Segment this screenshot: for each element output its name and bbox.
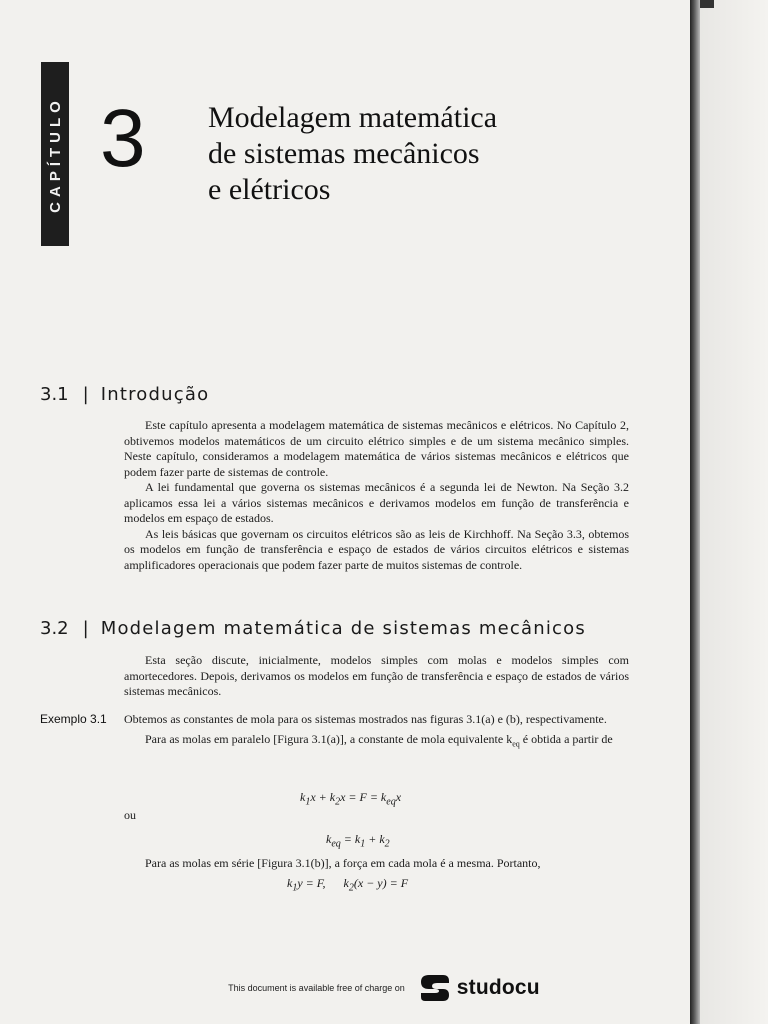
footer-note: This document is available free of charge on xyxy=(228,983,405,993)
studocu-brand[interactable]: studocu xyxy=(456,976,540,999)
section-number: 3.2 xyxy=(40,618,69,639)
page-margin xyxy=(700,0,768,1024)
intro-text xyxy=(124,418,629,573)
edge-mark xyxy=(700,0,714,8)
example-text-part: é obtida a partir de xyxy=(519,731,613,746)
equation-series: $k_1y = F$, $k_2(x - y) = F$ xyxy=(287,876,409,894)
example-text xyxy=(124,712,629,751)
paragraph: Esta seção discute, inicialmente, modelos simples com molas e modelos simples com amortecedores. Depois, derivamos os modelos em função de transferência e espaço de estados de vários sistemas mecânicos. xyxy=(124,653,629,698)
example-line: Para as molas em série [Figura 3.1(b)], a força em cada mola é a mesma. Portanto, xyxy=(145,856,541,870)
series-text xyxy=(124,856,629,872)
paragraph: As leis básicas que governam os circuitos elétricos são as leis de Kirchhoff. Na Seção 3.3, obtemos os modelos em função de transferência e espaço de estados de vários circuitos elétricos e sistemas amplificadores operacionais que podem fazer parte de muitos sistemas de controle. xyxy=(124,526,629,572)
chapter-title xyxy=(208,100,588,208)
section-title: Introdução xyxy=(100,384,210,405)
section-number: 3.1 xyxy=(40,384,69,405)
section-heading-introducao xyxy=(40,384,209,405)
paragraph: Este capítulo apresenta a modelagem matemática de sistemas mecânicos e elétricos. No Capítulo 2, obtivemos modelos matemáticos de um circuito elétrico simples e de um sistema mecânico simples. Neste capítulo, consideramos a modelagem matemática de vários sistemas mecânicos e elétricos que podem fazer parte de sistemas de controle. xyxy=(124,418,629,479)
subscript: eq xyxy=(512,738,520,748)
equation-parallel: $k_1x + k_2x = F = k_{eq}x$ xyxy=(300,790,402,808)
chapter-tab xyxy=(41,62,69,246)
example-line: Obtemos as constantes de mola para os sistemas mostrados nas figuras 3.1(a) e (b), respectivamente. xyxy=(124,712,607,726)
chapter-title-line: e elétricos xyxy=(208,173,331,206)
section-separator: | xyxy=(82,384,89,405)
example-line xyxy=(124,732,629,752)
page-edge xyxy=(690,0,700,1024)
section-separator: | xyxy=(82,618,89,639)
mech-text xyxy=(124,653,629,700)
chapter-title-line: de sistemas mecânicos xyxy=(208,137,480,170)
example-text-part: Para as molas em paralelo [Figura 3.1(a)], a constante de mola equivalente k xyxy=(145,731,513,746)
chapter-tab-label: CAPÍTULO xyxy=(46,95,64,213)
section-title: Modelagem matemática de sistemas mecânicos xyxy=(100,618,586,639)
chapter-title-line: Modelagem matemática xyxy=(208,101,498,134)
paragraph: A lei fundamental que governa os sistemas mecânicos é a segunda lei de Newton. Na Seção 3.2 aplicamos essa lei a vários sistemas mecânicos e derivamos modelos em função de transferência e modelos em espaço de estados. xyxy=(124,480,629,525)
or-word: ou xyxy=(124,808,136,822)
studocu-logo-icon xyxy=(419,973,451,1003)
section-heading-mecanicos xyxy=(40,618,586,639)
chapter-number: 3 xyxy=(100,93,146,184)
equation-keq: $k_{eq} = k_1 + k_2$ xyxy=(326,832,390,850)
footer xyxy=(0,970,768,1006)
example-label: Exemplo 3.1 xyxy=(40,712,107,726)
